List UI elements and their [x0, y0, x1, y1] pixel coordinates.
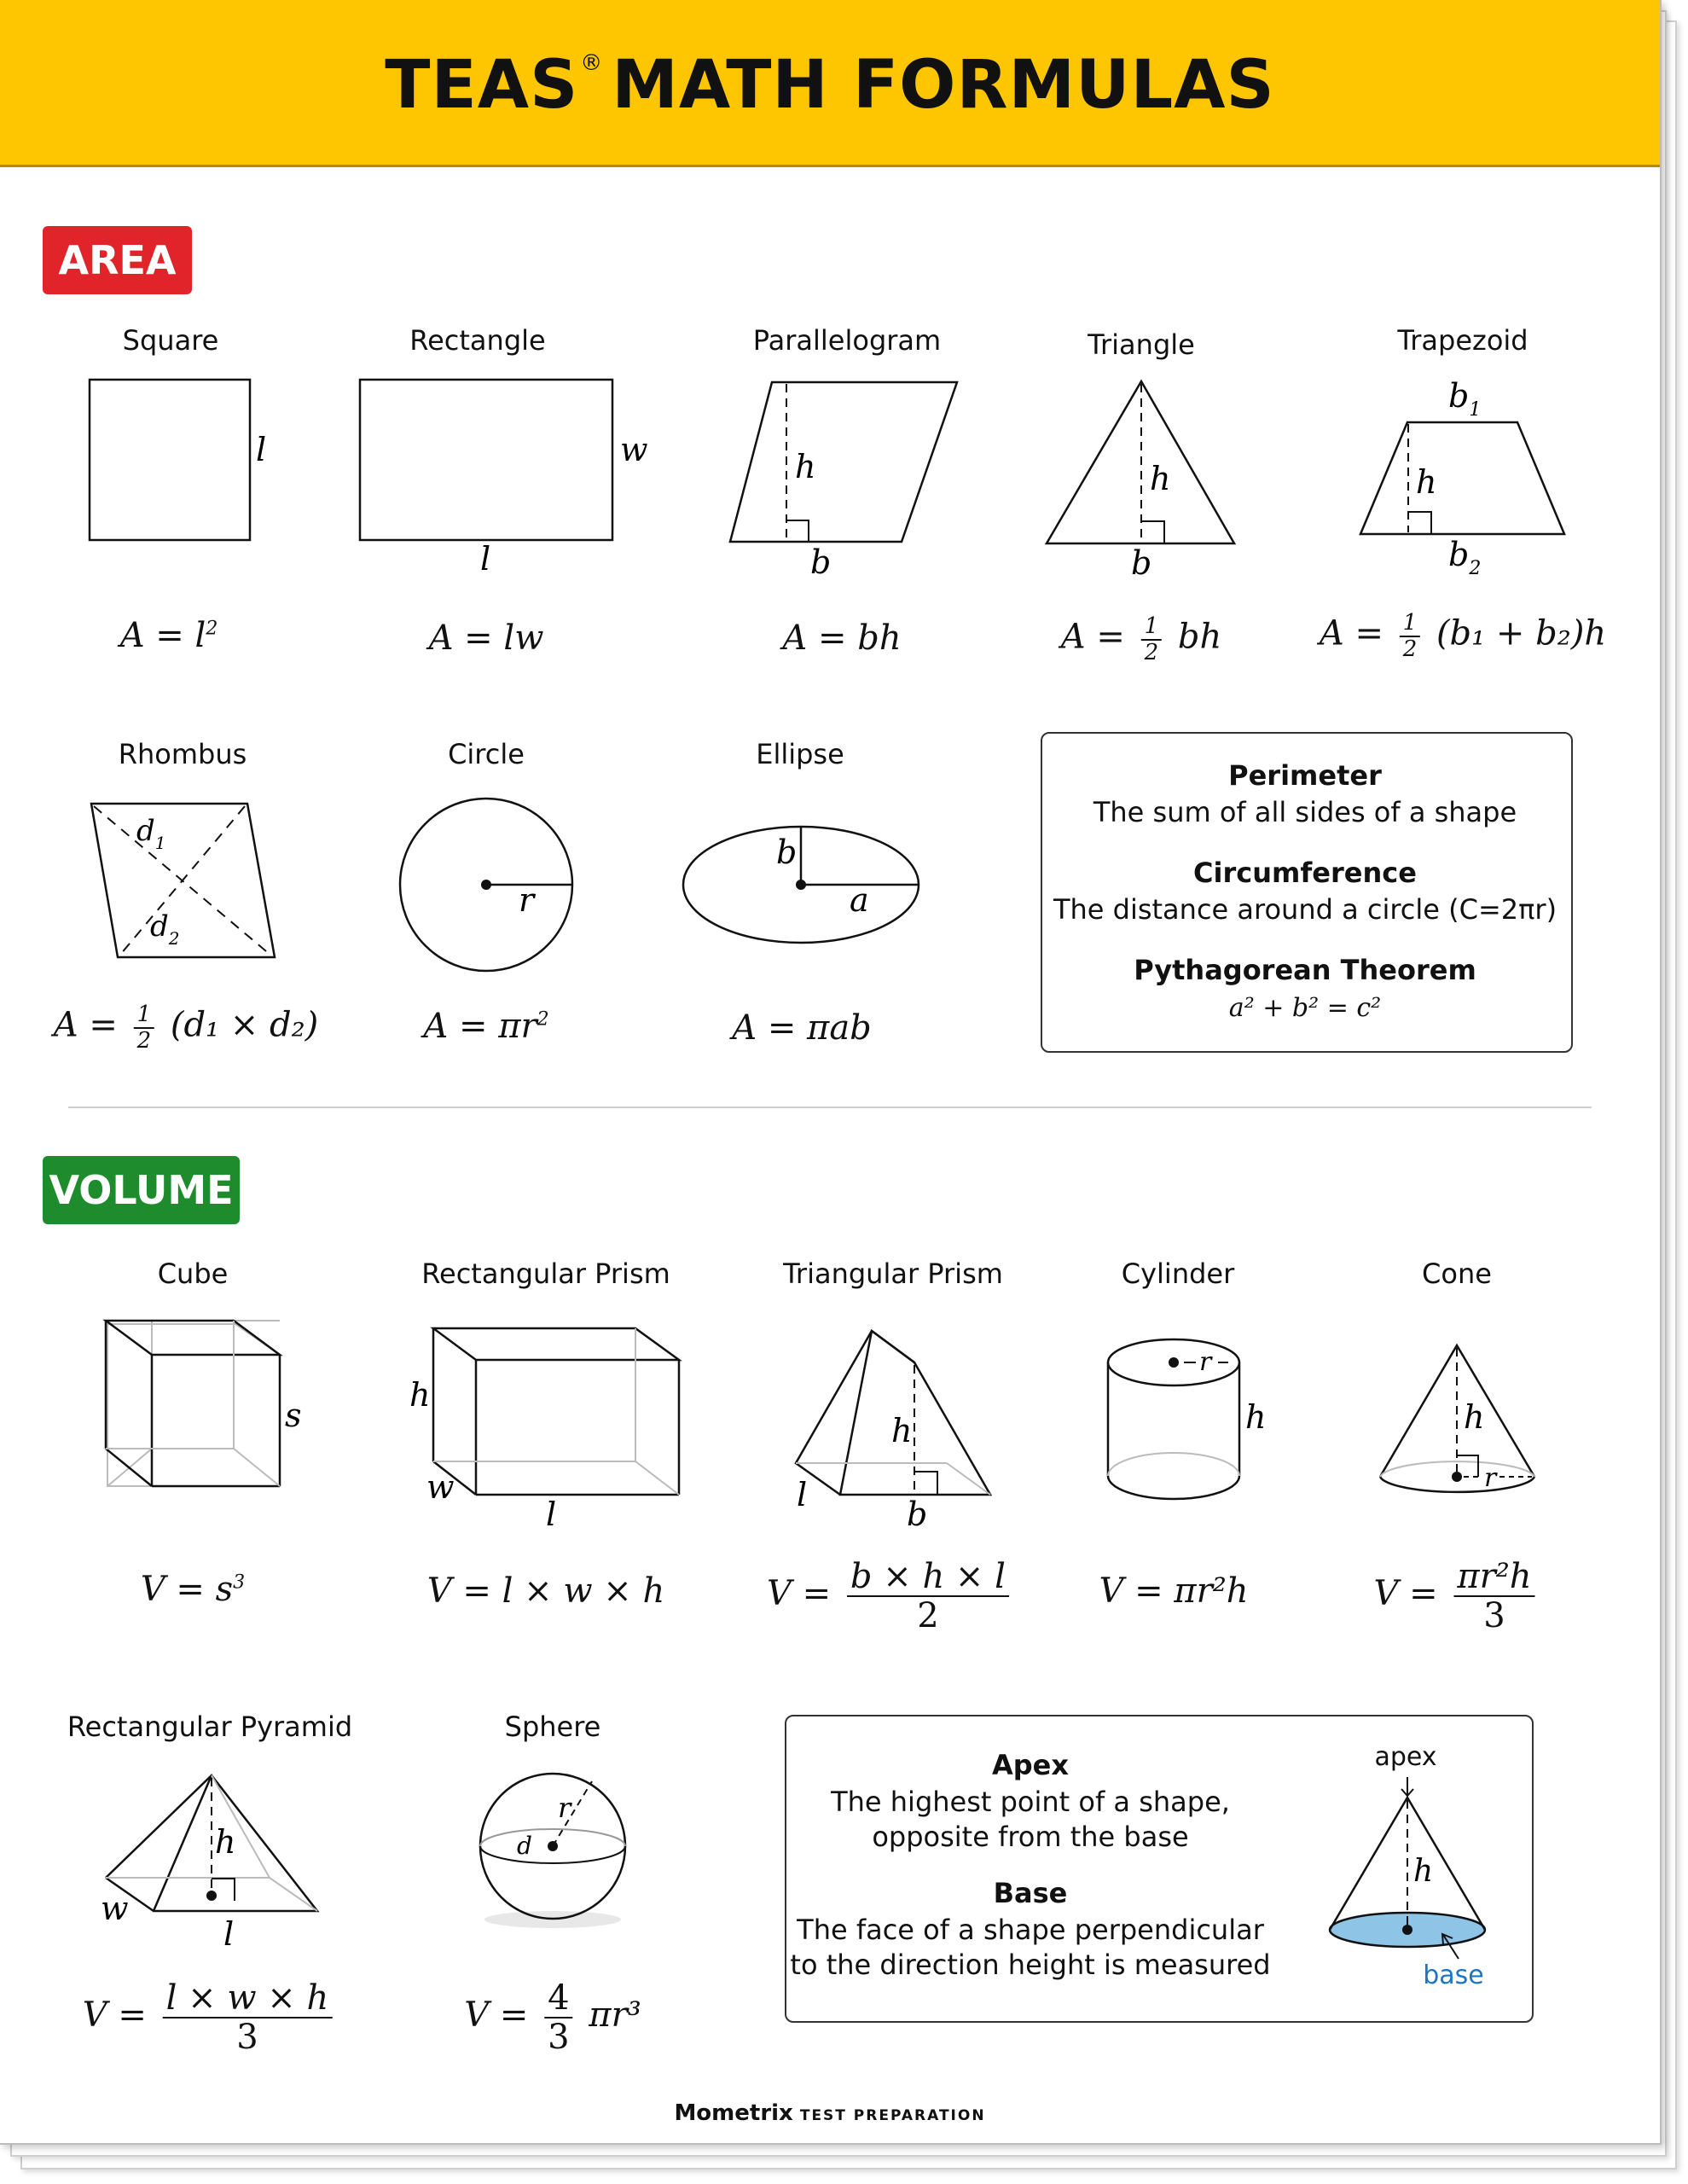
circumference-desc: The distance around a circle (C=2πr)	[1053, 893, 1557, 926]
rhombus-d1-label: $d_1$	[136, 814, 166, 853]
cone-label: Cone	[1422, 1258, 1492, 1290]
parallelogram-base-label: b	[810, 543, 832, 581]
sphere-formula-pre: V =	[464, 1995, 529, 2035]
tri-prism-height-label: h	[891, 1412, 913, 1449]
triangle-frac-num: 1	[1141, 614, 1163, 641]
trapezoid-formula-pre: A =	[1319, 613, 1383, 653]
rect-prism-length-label: l	[546, 1496, 557, 1533]
rhombus-frac-num: 1	[134, 1002, 155, 1029]
cone-height-label: h	[1464, 1398, 1485, 1436]
footer	[0, 2100, 1660, 2126]
rhombus-formula-pre: A =	[53, 1005, 118, 1045]
rectangle-width-label: w	[620, 431, 648, 468]
cylinder-height-label: h	[1245, 1398, 1267, 1436]
sphere-label: Sphere	[504, 1711, 601, 1743]
circle-formula-exp: 2	[537, 1008, 549, 1031]
rect-pyramid-frac-num: l × w × h	[163, 1979, 333, 2018]
rhombus-label: Rhombus	[118, 738, 247, 770]
cylinder-label: Cylinder	[1121, 1258, 1235, 1290]
rect-prism-label: Rectangular Prism	[421, 1258, 670, 1290]
square-formula-exp: 2	[206, 618, 218, 640]
base-title: Base	[993, 1877, 1068, 1909]
apex-desc-line2: opposite from the base	[872, 1821, 1189, 1853]
cylinder-formula: V = πr²h	[1099, 1571, 1249, 1611]
ellipse-a-label: a	[850, 881, 869, 919]
cube-label: Cube	[157, 1258, 229, 1290]
cone-radius-label: r	[1484, 1463, 1497, 1493]
circle-radius-label: r	[519, 881, 535, 919]
area-heading-text: AREA	[58, 237, 177, 283]
volume-heading-text: VOLUME	[49, 1167, 234, 1213]
circle-formula-text: A = πr	[423, 1007, 537, 1046]
tri-prism-frac-num: b × h × l	[847, 1558, 1009, 1597]
rectangle-label: Rectangle	[409, 324, 546, 357]
cone-frac-den: 3	[1483, 1596, 1505, 1635]
trapezoid-formula-post: (b₁ + b₂)h	[1436, 613, 1607, 653]
rhombus-formula-post: (d₁ × d₂)	[170, 1005, 319, 1045]
rect-pyramid-frac-den: 3	[236, 2018, 258, 2057]
cylinder-radius-label: r	[1199, 1347, 1212, 1377]
cube-formula-exp: 3	[233, 1571, 246, 1594]
triangle-label: Triangle	[1088, 328, 1195, 361]
rhombus-d2-label: $d_2$	[150, 909, 180, 949]
square-formula-text: A = l	[119, 616, 206, 655]
apex-title: Apex	[991, 1749, 1070, 1781]
cone-frac-num: πr²h	[1453, 1558, 1534, 1597]
rect-prism-height-label: h	[409, 1376, 431, 1414]
trapezoid-height-label: h	[1416, 463, 1437, 501]
labeled-cone	[1330, 1798, 1485, 1947]
triangle-height-label: h	[1150, 460, 1171, 497]
circle-label: Circle	[448, 738, 525, 770]
cone-formula-pre: V =	[1373, 1574, 1438, 1613]
diagram-height-label: h	[1413, 1854, 1434, 1889]
trapezoid-frac-den: 2	[1402, 636, 1418, 662]
parallelogram-label: Parallelogram	[752, 324, 942, 357]
rectangle-formula: A = lw	[428, 619, 544, 658]
cube-formula-text: V = s	[140, 1570, 234, 1609]
sphere-frac-den: 3	[548, 2018, 570, 2057]
cube-side-label: s	[285, 1397, 302, 1434]
title-main: TEAS	[385, 47, 579, 124]
triangle-formula-pre: A =	[1060, 617, 1125, 657]
rect-pyramid-length-label: l	[223, 1915, 235, 1953]
parallelogram-height-label: h	[795, 448, 816, 485]
brand-tagline: TEST PREPARATION	[799, 2107, 986, 2124]
rect-prism-width-label: w	[426, 1468, 455, 1506]
tri-prism-label: Triangular Prism	[783, 1258, 1003, 1290]
perimeter-title: Perimeter	[1228, 759, 1382, 792]
tri-prism-length-label: l	[797, 1476, 808, 1513]
title-rest: MATH FORMULAS	[612, 47, 1275, 124]
sphere-radius-label: r	[558, 1792, 571, 1824]
pythagorean-formula: a² + b² = c²	[1228, 993, 1382, 1023]
sphere-formula-post: πr³	[589, 1995, 641, 2035]
pythagorean-title: Pythagorean Theorem	[1134, 954, 1476, 986]
square-side-label: l	[256, 431, 267, 468]
diagram-apex-label: apex	[1374, 1742, 1437, 1772]
rect-pyramid-height-label: h	[215, 1823, 236, 1861]
tri-prism-formula-pre: V =	[767, 1574, 832, 1613]
diagram-base-label: base	[1423, 1960, 1484, 1990]
rect-prism-formula: V = l × w × h	[426, 1571, 665, 1611]
base-desc-line1: The face of a shape perpendicular	[797, 1914, 1264, 1946]
apex-desc-line1: The highest point of a shape,	[831, 1786, 1230, 1818]
perimeter-desc: The sum of all sides of a shape	[1093, 796, 1517, 828]
sphere-frac-num: 4	[544, 1979, 572, 2018]
brand-logo: Mometrix	[674, 2100, 793, 2126]
sphere-diameter-label: d	[517, 1832, 532, 1860]
rect-pyramid-label: Rectangular Pyramid	[67, 1711, 353, 1743]
base-desc-line2: to the direction height is measured	[790, 1949, 1271, 1981]
rect-pyramid-width-label: w	[101, 1890, 129, 1927]
square-label: Square	[122, 324, 219, 357]
trapezoid-b2-label: $b_2$	[1448, 536, 1482, 579]
rect-pyramid-formula-pre: V =	[82, 1995, 147, 2035]
rhombus-frac-den: 2	[136, 1027, 152, 1054]
circumference-title: Circumference	[1193, 857, 1417, 889]
rectangle-length-label: l	[480, 540, 491, 578]
trapezoid-label: Trapezoid	[1397, 324, 1528, 357]
triangle-base-label: b	[1131, 544, 1152, 582]
tri-prism-frac-den: 2	[917, 1596, 939, 1635]
registered-mark: ®	[580, 50, 604, 76]
triangle-formula-post: bh	[1177, 617, 1222, 657]
ellipse-b-label: b	[776, 834, 798, 871]
ellipse-label: Ellipse	[756, 738, 844, 770]
ellipse-formula: A = πab	[732, 1008, 872, 1048]
tri-prism-base-label: b	[907, 1496, 928, 1533]
apex-arrow	[1401, 1777, 1413, 1796]
trapezoid-b1-label: $b_1$	[1448, 377, 1482, 421]
trapezoid-frac-num: 1	[1400, 611, 1421, 637]
parallelogram-formula: A = bh	[782, 619, 902, 658]
triangle-frac-den: 2	[1144, 639, 1159, 665]
